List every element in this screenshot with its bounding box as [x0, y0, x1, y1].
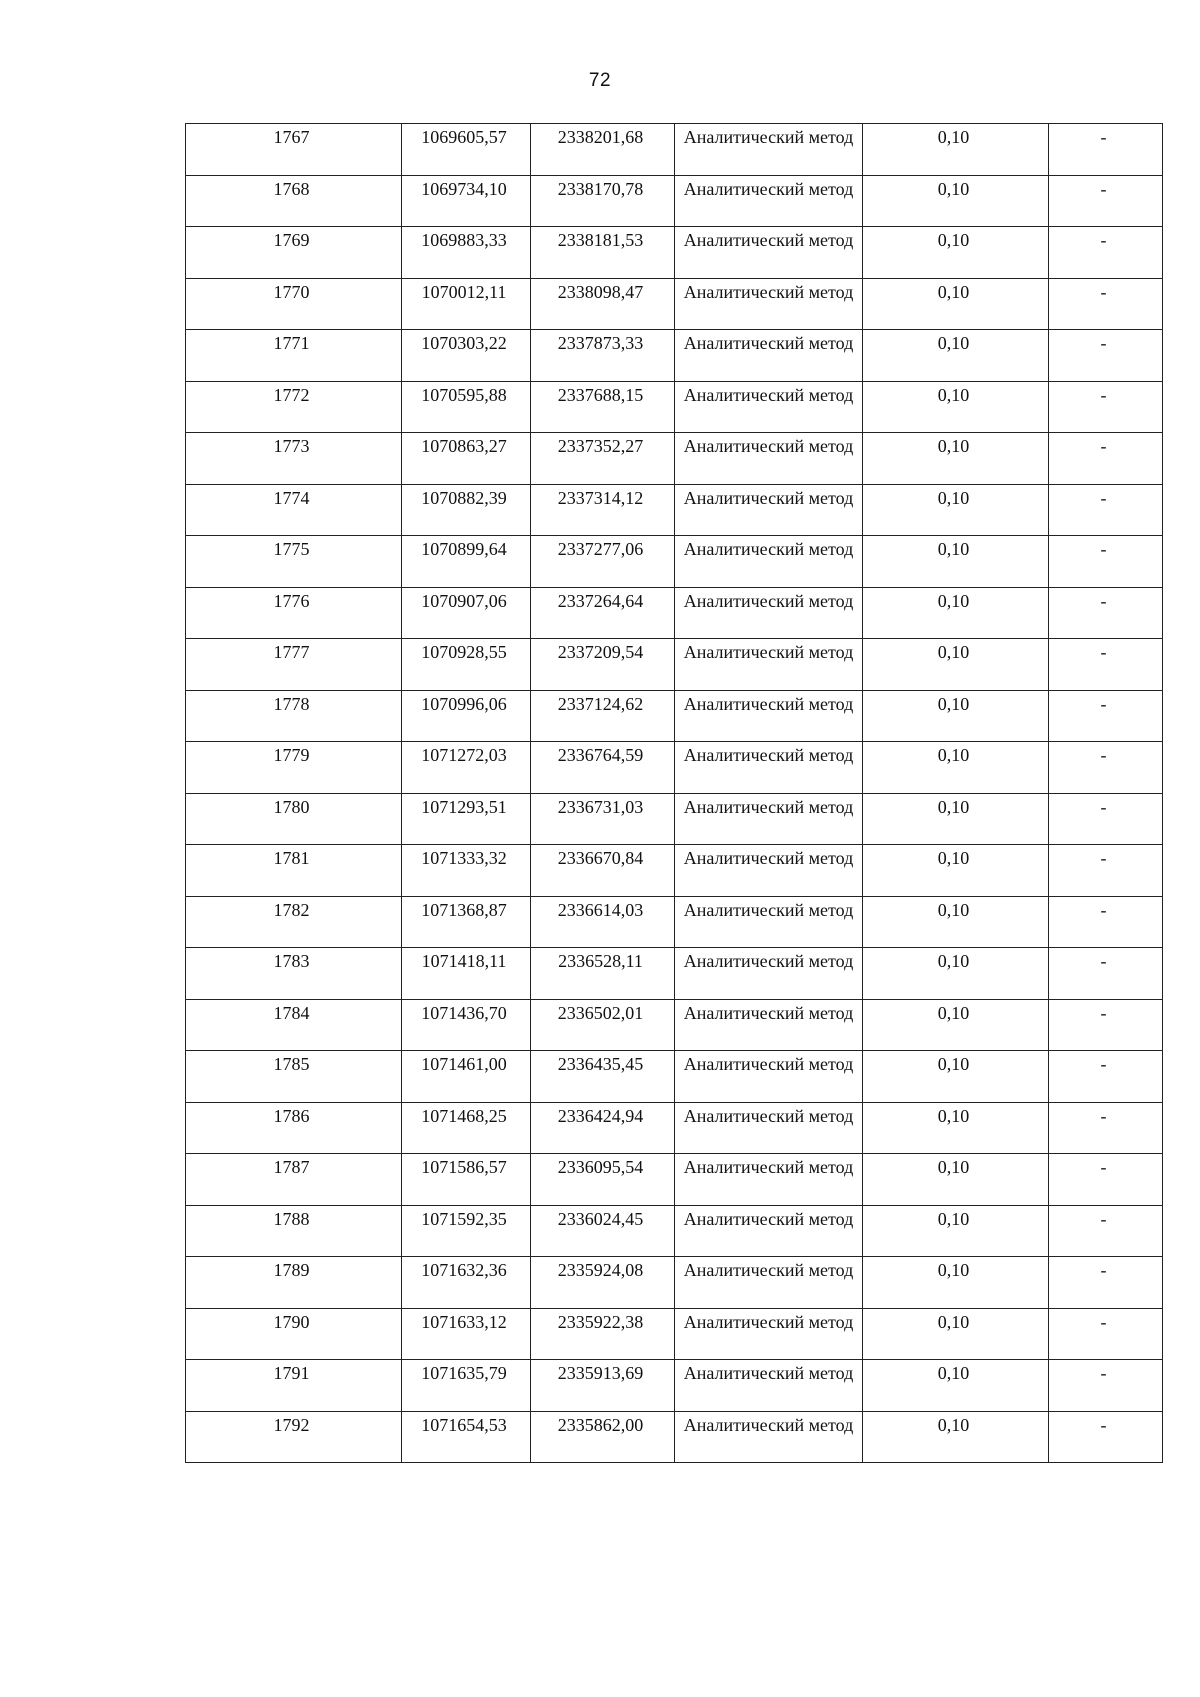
y-coordinate-cell: 2336435,45 [531, 1051, 675, 1103]
table-row [186, 124, 1163, 176]
method-cell: Аналитический метод [675, 742, 863, 794]
x-coordinate-cell: 1070012,11 [402, 278, 531, 330]
method-cell: Аналитический метод [675, 1102, 863, 1154]
method-cell: Аналитический метод [675, 948, 863, 1000]
note-cell: - [1049, 381, 1163, 433]
y-coordinate-cell: 2336528,11 [531, 948, 675, 1000]
x-coordinate-cell: 1071586,57 [402, 1154, 531, 1206]
x-coordinate-cell: 1071461,00 [402, 1051, 531, 1103]
x-coordinate-cell: 1071654,53 [402, 1411, 531, 1463]
table-row [186, 433, 1163, 485]
method-cell: Аналитический метод [675, 793, 863, 845]
x-coordinate-cell: 1071272,03 [402, 742, 531, 794]
accuracy-cell: 0,10 [863, 124, 1049, 176]
note-cell: - [1049, 948, 1163, 1000]
method-cell: Аналитический метод [675, 896, 863, 948]
table-row [186, 896, 1163, 948]
method-cell: Аналитический метод [675, 330, 863, 382]
accuracy-cell: 0,10 [863, 536, 1049, 588]
table-row [186, 999, 1163, 1051]
x-coordinate-cell: 1071635,79 [402, 1360, 531, 1412]
note-cell: - [1049, 175, 1163, 227]
point-number-cell: 1777 [186, 639, 402, 691]
y-coordinate-cell: 2337264,64 [531, 587, 675, 639]
note-cell: - [1049, 999, 1163, 1051]
y-coordinate-cell: 2338181,53 [531, 227, 675, 279]
accuracy-cell: 0,10 [863, 742, 1049, 794]
method-cell: Аналитический метод [675, 999, 863, 1051]
method-cell: Аналитический метод [675, 536, 863, 588]
table-row [186, 1308, 1163, 1360]
table-row [186, 639, 1163, 691]
method-cell: Аналитический метод [675, 690, 863, 742]
note-cell: - [1049, 1411, 1163, 1463]
method-cell: Аналитический метод [675, 1257, 863, 1309]
method-cell: Аналитический метод [675, 175, 863, 227]
method-cell: Аналитический метод [675, 278, 863, 330]
note-cell: - [1049, 742, 1163, 794]
y-coordinate-cell: 2338170,78 [531, 175, 675, 227]
table-row [186, 948, 1163, 1000]
point-number-cell: 1779 [186, 742, 402, 794]
accuracy-cell: 0,10 [863, 433, 1049, 485]
accuracy-cell: 0,10 [863, 948, 1049, 1000]
x-coordinate-cell: 1070928,55 [402, 639, 531, 691]
table-row [186, 587, 1163, 639]
note-cell: - [1049, 793, 1163, 845]
note-cell: - [1049, 896, 1163, 948]
point-number-cell: 1787 [186, 1154, 402, 1206]
point-number-cell: 1774 [186, 484, 402, 536]
point-number-cell: 1778 [186, 690, 402, 742]
method-cell: Аналитический метод [675, 587, 863, 639]
point-number-cell: 1767 [186, 124, 402, 176]
note-cell: - [1049, 278, 1163, 330]
accuracy-cell: 0,10 [863, 690, 1049, 742]
accuracy-cell: 0,10 [863, 227, 1049, 279]
accuracy-cell: 0,10 [863, 1102, 1049, 1154]
y-coordinate-cell: 2335924,08 [531, 1257, 675, 1309]
method-cell: Аналитический метод [675, 1205, 863, 1257]
accuracy-cell: 0,10 [863, 1360, 1049, 1412]
note-cell: - [1049, 227, 1163, 279]
note-cell: - [1049, 1257, 1163, 1309]
table-row [186, 1154, 1163, 1206]
table-row [186, 227, 1163, 279]
method-cell: Аналитический метод [675, 845, 863, 897]
method-cell: Аналитический метод [675, 1308, 863, 1360]
method-cell: Аналитический метод [675, 227, 863, 279]
note-cell: - [1049, 1102, 1163, 1154]
y-coordinate-cell: 2337124,62 [531, 690, 675, 742]
y-coordinate-cell: 2337352,27 [531, 433, 675, 485]
note-cell: - [1049, 1051, 1163, 1103]
note-cell: - [1049, 1360, 1163, 1412]
note-cell: - [1049, 690, 1163, 742]
point-number-cell: 1772 [186, 381, 402, 433]
note-cell: - [1049, 587, 1163, 639]
x-coordinate-cell: 1071436,70 [402, 999, 531, 1051]
point-number-cell: 1790 [186, 1308, 402, 1360]
note-cell: - [1049, 536, 1163, 588]
method-cell: Аналитический метод [675, 1411, 863, 1463]
table-row [186, 1051, 1163, 1103]
x-coordinate-cell: 1070303,22 [402, 330, 531, 382]
x-coordinate-cell: 1071368,87 [402, 896, 531, 948]
table-row [186, 793, 1163, 845]
x-coordinate-cell: 1070899,64 [402, 536, 531, 588]
method-cell: Аналитический метод [675, 639, 863, 691]
note-cell: - [1049, 1205, 1163, 1257]
point-number-cell: 1769 [186, 227, 402, 279]
table-row [186, 1411, 1163, 1463]
point-number-cell: 1776 [186, 587, 402, 639]
x-coordinate-cell: 1069734,10 [402, 175, 531, 227]
note-cell: - [1049, 330, 1163, 382]
table-row [186, 536, 1163, 588]
note-cell: - [1049, 1308, 1163, 1360]
table-row [186, 1102, 1163, 1154]
y-coordinate-cell: 2337688,15 [531, 381, 675, 433]
method-cell: Аналитический метод [675, 1154, 863, 1206]
y-coordinate-cell: 2335862,00 [531, 1411, 675, 1463]
accuracy-cell: 0,10 [863, 1411, 1049, 1463]
method-cell: Аналитический метод [675, 381, 863, 433]
y-coordinate-cell: 2336095,54 [531, 1154, 675, 1206]
y-coordinate-cell: 2337873,33 [531, 330, 675, 382]
table-row [186, 742, 1163, 794]
note-cell: - [1049, 639, 1163, 691]
point-number-cell: 1791 [186, 1360, 402, 1412]
y-coordinate-cell: 2338098,47 [531, 278, 675, 330]
accuracy-cell: 0,10 [863, 1308, 1049, 1360]
note-cell: - [1049, 1154, 1163, 1206]
point-number-cell: 1789 [186, 1257, 402, 1309]
table-row [186, 845, 1163, 897]
point-number-cell: 1775 [186, 536, 402, 588]
y-coordinate-cell: 2336502,01 [531, 999, 675, 1051]
point-number-cell: 1771 [186, 330, 402, 382]
accuracy-cell: 0,10 [863, 896, 1049, 948]
table-row [186, 690, 1163, 742]
point-number-cell: 1792 [186, 1411, 402, 1463]
x-coordinate-cell: 1071633,12 [402, 1308, 531, 1360]
y-coordinate-cell: 2336731,03 [531, 793, 675, 845]
method-cell: Аналитический метод [675, 1360, 863, 1412]
x-coordinate-cell: 1070996,06 [402, 690, 531, 742]
x-coordinate-cell: 1071333,32 [402, 845, 531, 897]
x-coordinate-cell: 1071468,25 [402, 1102, 531, 1154]
point-number-cell: 1786 [186, 1102, 402, 1154]
table-row [186, 330, 1163, 382]
point-number-cell: 1783 [186, 948, 402, 1000]
y-coordinate-cell: 2337277,06 [531, 536, 675, 588]
table-row [186, 175, 1163, 227]
point-number-cell: 1785 [186, 1051, 402, 1103]
accuracy-cell: 0,10 [863, 1154, 1049, 1206]
point-number-cell: 1781 [186, 845, 402, 897]
y-coordinate-cell: 2337209,54 [531, 639, 675, 691]
method-cell: Аналитический метод [675, 484, 863, 536]
point-number-cell: 1768 [186, 175, 402, 227]
point-number-cell: 1782 [186, 896, 402, 948]
table-row [186, 484, 1163, 536]
accuracy-cell: 0,10 [863, 587, 1049, 639]
accuracy-cell: 0,10 [863, 484, 1049, 536]
point-number-cell: 1788 [186, 1205, 402, 1257]
point-number-cell: 1770 [186, 278, 402, 330]
method-cell: Аналитический метод [675, 433, 863, 485]
x-coordinate-cell: 1070882,39 [402, 484, 531, 536]
x-coordinate-cell: 1069605,57 [402, 124, 531, 176]
accuracy-cell: 0,10 [863, 330, 1049, 382]
accuracy-cell: 0,10 [863, 278, 1049, 330]
x-coordinate-cell: 1071632,36 [402, 1257, 531, 1309]
y-coordinate-cell: 2336024,45 [531, 1205, 675, 1257]
page-number: 72 [588, 70, 612, 91]
y-coordinate-cell: 2336614,03 [531, 896, 675, 948]
y-coordinate-cell: 2337314,12 [531, 484, 675, 536]
coordinates-table-body [186, 124, 1163, 1463]
note-cell: - [1049, 845, 1163, 897]
table-row [186, 1360, 1163, 1412]
y-coordinate-cell: 2338201,68 [531, 124, 675, 176]
x-coordinate-cell: 1071293,51 [402, 793, 531, 845]
note-cell: - [1049, 124, 1163, 176]
y-coordinate-cell: 2335922,38 [531, 1308, 675, 1360]
table-row [186, 1257, 1163, 1309]
coordinates-table [185, 123, 1163, 1463]
accuracy-cell: 0,10 [863, 845, 1049, 897]
table-row [186, 1205, 1163, 1257]
accuracy-cell: 0,10 [863, 1205, 1049, 1257]
accuracy-cell: 0,10 [863, 999, 1049, 1051]
method-cell: Аналитический метод [675, 1051, 863, 1103]
table-row [186, 278, 1163, 330]
x-coordinate-cell: 1071418,11 [402, 948, 531, 1000]
note-cell: - [1049, 484, 1163, 536]
note-cell: - [1049, 433, 1163, 485]
accuracy-cell: 0,10 [863, 175, 1049, 227]
y-coordinate-cell: 2336764,59 [531, 742, 675, 794]
y-coordinate-cell: 2336670,84 [531, 845, 675, 897]
x-coordinate-cell: 1070863,27 [402, 433, 531, 485]
accuracy-cell: 0,10 [863, 381, 1049, 433]
accuracy-cell: 0,10 [863, 793, 1049, 845]
point-number-cell: 1784 [186, 999, 402, 1051]
y-coordinate-cell: 2336424,94 [531, 1102, 675, 1154]
point-number-cell: 1773 [186, 433, 402, 485]
method-cell: Аналитический метод [675, 124, 863, 176]
x-coordinate-cell: 1070595,88 [402, 381, 531, 433]
accuracy-cell: 0,10 [863, 639, 1049, 691]
x-coordinate-cell: 1069883,33 [402, 227, 531, 279]
accuracy-cell: 0,10 [863, 1257, 1049, 1309]
accuracy-cell: 0,10 [863, 1051, 1049, 1103]
y-coordinate-cell: 2335913,69 [531, 1360, 675, 1412]
x-coordinate-cell: 1071592,35 [402, 1205, 531, 1257]
x-coordinate-cell: 1070907,06 [402, 587, 531, 639]
point-number-cell: 1780 [186, 793, 402, 845]
table-row [186, 381, 1163, 433]
